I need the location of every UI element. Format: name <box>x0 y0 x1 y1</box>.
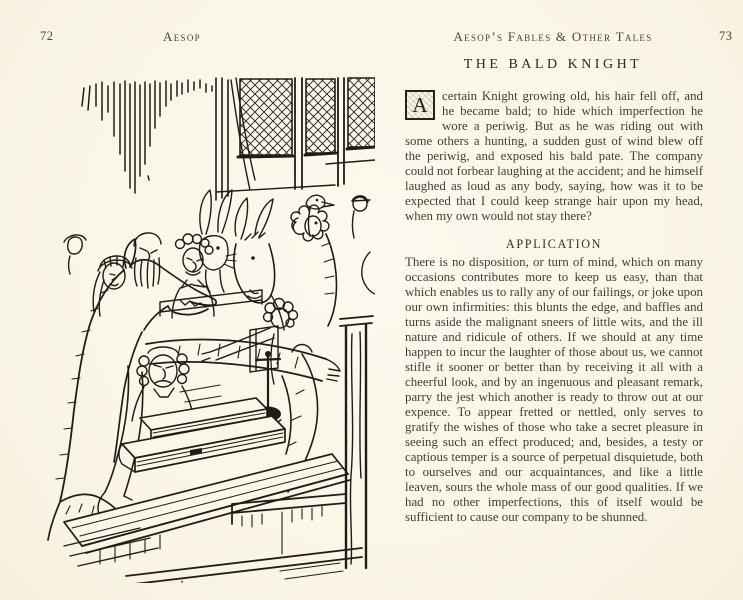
page-number-left: 72 <box>40 29 54 43</box>
application-heading: APPLICATION <box>505 237 603 251</box>
courtroom-illustration <box>30 76 375 583</box>
opening-text: certain Knight growing old, his hair fell off, and he became bald; to hide which imperfection he wore a periwig. But as he was riding out with some others a hunting, a sudden gust of wind blew off the periwig, and exposed his bald pate. The company could not forbear laughing at the accident; and he himself laughed as loud as any body, saying, how was it to be expected that I could keep strange hair upon my head, when my own would not stay there? <box>405 89 703 223</box>
text-column <box>405 89 703 525</box>
drop-cap: A <box>405 90 435 120</box>
opening-paragraph <box>405 89 703 224</box>
running-head-left: Aesop <box>163 29 201 44</box>
application-paragraph: There is no disposition, or turn of mind, which on many occasions contributes more to keep us easy, than that which enables us to rally any of our failings, or joke upon our own infirmities: this blunts the edge, and baffles and turns aside the malignant sneers of little wits, and the ill nature and ridicule of others. If we should at any time happen to incur the laughter of those about us, we cannot stifle it sooner or better than by receiving it all with a cheerful look, and by an ingenuous and pleasant remark, parry the jest which another is ready to throw out at our expence. To appear fretted or nettled, only serves to gratify the wishes of those who take a secret pleasure in seeing such an effect produced; and, besides, a testy or captious temper is a source of perpetual disquietude, both to ourselves and our acquaintances, and like a little leaven, sours the whole mass of our good qualities. If we had no other imperfections, this of itself would be sufficient to cause our company to be shunned. <box>405 255 703 524</box>
fable-title: THE BALD KNIGHT <box>463 57 643 72</box>
running-head-right: Aesop’s Fables & Other Tales <box>453 29 653 44</box>
page-number-right: 73 <box>719 29 733 43</box>
